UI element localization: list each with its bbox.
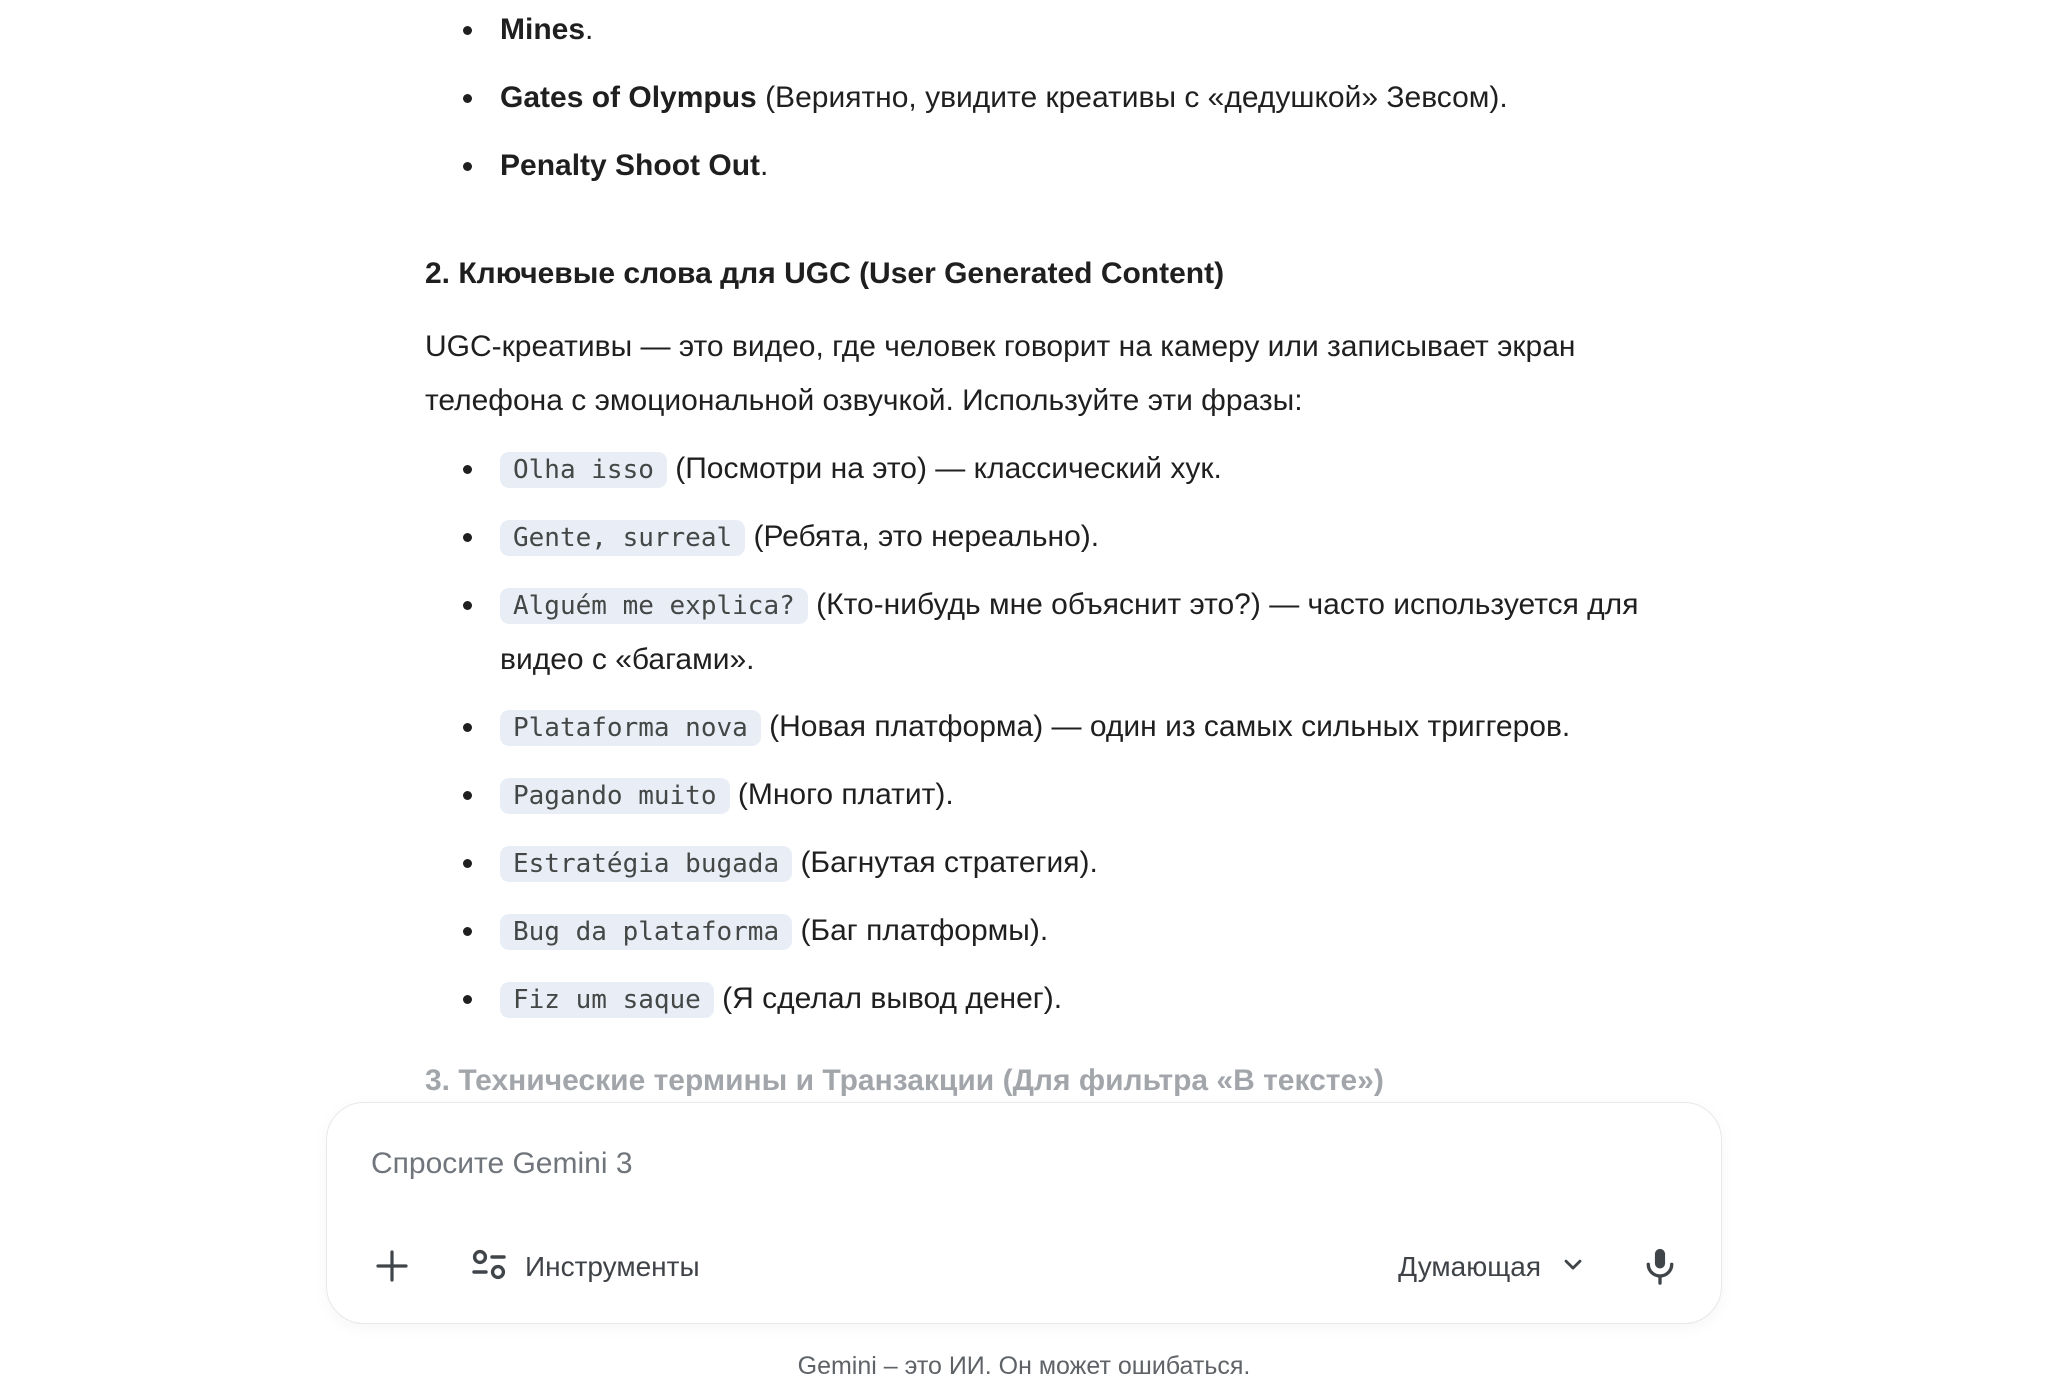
tools-label: Инструменты (525, 1251, 700, 1282)
tools-button[interactable] (469, 1244, 700, 1291)
chevron-down-icon (1559, 1250, 1587, 1285)
keyword-tail: (Новая платформа) — один из самых сильных триггеров. (760, 710, 1571, 743)
microphone-button[interactable] (1639, 1245, 1681, 1290)
list-item (425, 700, 1675, 755)
model-label: Думающая (1398, 1251, 1541, 1282)
game-tail: . (585, 13, 594, 46)
keyword-chip: Alguém me explica? (500, 588, 808, 624)
game-name: Mines (500, 13, 586, 46)
keyword-chip: Olha isso (500, 452, 667, 488)
composer-toolbar (371, 1243, 1681, 1291)
game-name: Gates of Olympus (500, 81, 757, 114)
tools-icon (469, 1244, 509, 1291)
prompt-composer (326, 1102, 1722, 1324)
game-tail: . (760, 149, 769, 182)
keyword-chip: Bug da plataforma (500, 914, 792, 950)
prompt-input[interactable] (371, 1147, 1671, 1213)
list-item (425, 904, 1675, 959)
list-item (425, 442, 1675, 497)
keyword-chip: Plataforma nova (500, 710, 761, 746)
games-list (425, 8, 1675, 188)
list-item (425, 76, 1675, 120)
keyword-tail: (Кто-нибудь мне объяснит это?) — часто используется для видео с «багами». (500, 588, 1639, 676)
microphone-icon (1639, 1245, 1681, 1290)
game-tail: (Вериятно, увидите креативы с «дедушкой» Зевсом). (756, 81, 1508, 114)
section-heading-technical: 3. Технические термины и Транзакции (Для фильтра «В тексте») (425, 1064, 1384, 1097)
keyword-tail: (Баг платформы). (792, 914, 1049, 947)
keyword-chip: Fiz um saque (500, 982, 714, 1018)
keyword-tail: (Багнутая стратегия). (792, 846, 1098, 879)
model-selector[interactable] (1398, 1250, 1587, 1285)
section-intro: UGC-креативы — это видео, где человек говорит на камеру или записывает экран телефона с эмоциональной озвучкой. Используйте эти фразы: (425, 330, 1576, 417)
plus-icon (371, 1245, 413, 1290)
list-item (425, 578, 1675, 687)
keyword-chip: Estratégia bugada (500, 846, 792, 882)
section-heading-ugc: 2. Ключевые слова для UGC (User Generated Content) (425, 257, 1225, 290)
keyword-tail: (Посмотри на это) — классический хук. (666, 452, 1222, 485)
list-item (425, 768, 1675, 823)
keyword-tail: (Я сделал вывод денег). (713, 982, 1063, 1015)
list-item (425, 8, 1675, 52)
keywords-list (425, 442, 1675, 1027)
list-item (425, 510, 1675, 565)
keyword-chip: Pagando muito (500, 778, 730, 814)
assistant-message (425, 8, 1675, 1103)
keyword-chip: Gente, surreal (500, 520, 745, 556)
keyword-tail: (Ребята, это нереально). (745, 520, 1100, 553)
list-item (425, 972, 1675, 1027)
list-item (425, 836, 1675, 891)
game-name: Penalty Shoot Out (500, 149, 761, 182)
keyword-tail: (Много платит). (729, 778, 954, 811)
list-item (425, 144, 1675, 188)
composer-right-group (1398, 1245, 1681, 1290)
add-attachment-button[interactable] (371, 1245, 413, 1290)
ai-disclaimer: Gemini – это ИИ. Он может ошибаться. (797, 1352, 1251, 1380)
